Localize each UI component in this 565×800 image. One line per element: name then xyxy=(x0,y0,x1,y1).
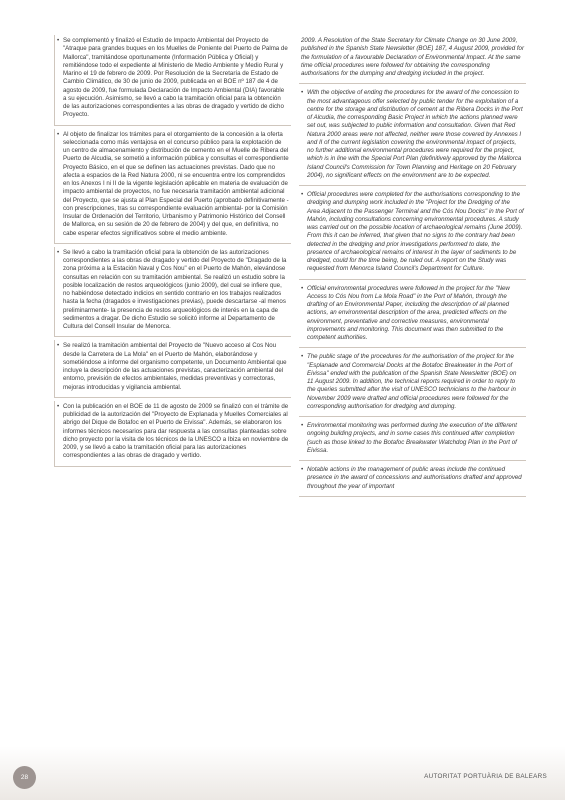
paragraph-text: Al objeto de finalizar los trámites para el otorgamiento de la concesión a la oferta seleccionada como más ventajosa en el concurso público para la explotación de un centro de almacenamiento y distribución de cemento en el Muelle de Ribera del Puerto de Alcudia, se sometió a información pública y consultas el correspondiente Proyecto Básico, en el que se definen las actuaciones previstas. Dado que no afecta a espacios de la Red Natura 2000, ni se encuentra entre los comprendidos en los Anexos I ni II de la vigente legislación aplicable en materia de evaluación de impacto ambiental de proyectos, no fue necesaria tramitación ambiental adicional del Proyecto, que se ajusta al Plan Especial del Puerto (aprobado definitivamente -con prescripciones, tras su correspondiente evaluación ambiental- por la Comisión Insular de Ordenación del Territorio, Urbanismo y Patrimonio Histórico del Consell de Mallorca, en su sesión de 20 de febrero de 2004) y del que, en definitiva, no cabe esperar efectos significativos sobre el medio ambiente. xyxy=(63,130,289,237)
bullet: • xyxy=(57,342,60,350)
paragraph-text: Notable actions in the management of public areas include the continued presence in the award of concessions and authorisations drafted and approved throughout the year of important xyxy=(307,466,522,490)
footer-organization: AUTORITAT PORTUÀRIA DE BALEARS xyxy=(424,773,547,780)
right-column-english xyxy=(299,35,526,500)
paragraph-left-1 xyxy=(54,35,291,126)
bullet: • xyxy=(57,130,60,138)
paragraph-text: The public stage of the procedures for the authorisation of the project for the "Esplanade and Commercial Docks at the Botafoc Breakwater in the Port of Eivissa" ended with the publication of the Spanish State Newsletter (BOE) on 11 August 2009. In addition, the technical reports required in order to reply to the queries submitted after the visit of UNESCO technicians to the harbour in November 2009 were drafted and official procedures were followed for the corresponding authorisation for dredging and dumping. xyxy=(307,353,517,410)
left-column-spanish xyxy=(54,35,291,470)
paragraph-right-3 xyxy=(299,189,526,280)
paragraph-left-2 xyxy=(54,129,291,244)
bullet: • xyxy=(301,89,304,97)
bullet: • xyxy=(57,248,60,256)
bullet: • xyxy=(57,37,60,44)
paragraph-text: 2009. A Resolution of the State Secretary for Climate Change on 30 June 2009, published in the Spanish State Newsletter (BOE) 187, 4 August 2009, provided for the formulation of a favourable Declaration of Environmental Impact. At the same time official procedures were followed for obtaining the corresponding authorisations for the dumping and dredging included in the project. xyxy=(301,37,525,77)
paragraph-right-4 xyxy=(299,283,526,349)
bullet: • xyxy=(301,422,304,429)
bullet: • xyxy=(57,402,60,410)
paragraph-text: Official procedures were completed for the authorisations corresponding to the dredging and dumping work included in the "Project for the Dredging of the Area Adjacent to the Passenger Terminal and the Cós Nou Docks" in the Port of Mahón, including consultations concerning environmental procedures. A study was carried out on the possible location of archaeological remains (June 2009). From this it can be inferred, that given that no signs to the contrary had been detected in the dredging and prior investigations performed to date, the presence of archaeological remains of interest in the layer of sediments to be dredged, could for the time being, be ruled out. A report on the Study was requested from Menorca Island Council's Department for Culture. xyxy=(307,191,524,273)
paragraph-right-6 xyxy=(299,420,526,461)
paragraph-text: Environmental monitoring was performed during the execution of the different ongoing building projects, and in some cases this continued after completion (such as those linked to the Botafoc Breakwater Watchdog Plan in the Port of Eivissa. xyxy=(307,422,517,454)
bullet: • xyxy=(301,466,304,473)
bullet: • xyxy=(301,353,304,361)
paragraph-text: With the objective of ending the procedures for the award of the concession to the most advantageous offer selected by public tender for the exploitation of a centre for the storage and distribution of cement at the Ribera Docks in the Port of Alcudia, the corresponding Basic Project in which the actions planned were set out, was subjected to public information and consultation. Given that Red Natura 2000 areas were not affected, neither were those covered by Annexes I and II of the current legislation covering the environmental impact of projects, no further additional environmental procedures were required for the project, which is in line with the Special Port Plan (definitively approved by the Mallorca Island Council's Commission for Town Planning and Heritage on 20 February 2004), no significant effects on the environment are to be expected. xyxy=(307,89,523,179)
bullet: • xyxy=(301,284,304,292)
paragraph-left-5 xyxy=(54,401,291,467)
paragraph-right-5 xyxy=(299,351,526,417)
paragraph-right-2 xyxy=(299,87,526,186)
paragraph-left-3 xyxy=(54,247,291,338)
paragraph-text: Official environmental procedures were followed in the project for the "New Access to Cós Nou from La Mola Road" in the Port of Mahón, through the drafting of an Environmental Paper, including the description of all planned actions, an environmental description of the area, predicted effects on the environment, preventative and corrective measures, environmental improvements and monitoring. This document was then submitted to the competent authorities. xyxy=(307,284,510,341)
page-number-badge: 28 xyxy=(13,766,36,789)
bullet: • xyxy=(301,191,304,198)
paragraph-right-1 xyxy=(299,35,526,84)
paragraph-text: Se complementó y finalizó el Estudio de Impacto Ambiental del Proyecto de "Atraque para grandes buques en los Muelles de Poniente del Puerto de Palma de Mallorca", tramitándose oportunamente (Información Pública y Oficial) y remitiéndose todo el expediente al Ministerio de Medio Ambiente y Medio Rural y Marino el 19 de febrero de 2009. Por Resolución de la Secretaría de Estado de Cambio Climático, de 30 de junio de 2009, publicada en el BOE nº 187 de 4 de agosto de 2009, fue formulada Declaración de Impacto Ambiental (DIA) favorable a su ejecución. Asimismo, se llevó a cabo la tramitación oficial para la obtención de las autorizaciones correspondientes a las obras de dragado y vertido de dicho Proyecto. xyxy=(63,37,288,119)
paragraph-text: Se llevó a cabo la tramitación oficial para la obtención de las autorizaciones correspondientes a las obras de dragado y vertido del Proyecto de "Dragado de la zona próxima a la Estación Naval y Cos Nou" en el Puerto de Mahón, elevándose consultas en relación con su tramitación ambiental. Se realizó un estudio sobre la posible localización de restos arqueológicos (junio 2009), del cual se infiere que, no habiéndose detectado indicios en sentido contrario en los trabajos realizados hasta la fecha (dragados e investigaciones previas), puede descartarse -al menos preliminarmente- la presencia de restos arqueológicos de interés en la capa de sedimentos a dragar. De dicho Estudio se solicitó informe al Departamento de Cultura del Consell Insular de Menorca. xyxy=(63,248,287,330)
paragraph-text: Se realizó la tramitación ambiental del Proyecto de "Nuevo acceso al Cos Nou desde la Carretera de La Mola" en el Puerto de Mahón, elaborándose y sometiéndose a informe del organismo competente, un Documento Ambiental que incluye la descripción de las actuaciones previstas, caracterización ambiental del entorno, previsión de efectos ambientales, medidas preventivas y correctoras, mejoras introducidas y vigilancia ambiental. xyxy=(63,342,287,391)
paragraph-right-7 xyxy=(299,464,526,497)
paragraph-text: Con la publicación en el BOE de 11 de agosto de 2009 se finalizó con el trámite de publicidad de la autorización del "Proyecto de Explanada y Muelles Comerciales al abrigo del Dique de Botafoc en el Puerto de Eivissa". Además, se elaboraron los informes técnicos necesarios para dar respuesta a las consultas planteadas sobre dicho proyecto por la visita de los técnicos de la UNESCO a Ibiza en noviembre de 2009, y se llevó a cabo la tramitación oficial para las autorizaciones correspondientes a las obras de dragado y vertido. xyxy=(63,402,289,460)
paragraph-left-4 xyxy=(54,340,291,398)
